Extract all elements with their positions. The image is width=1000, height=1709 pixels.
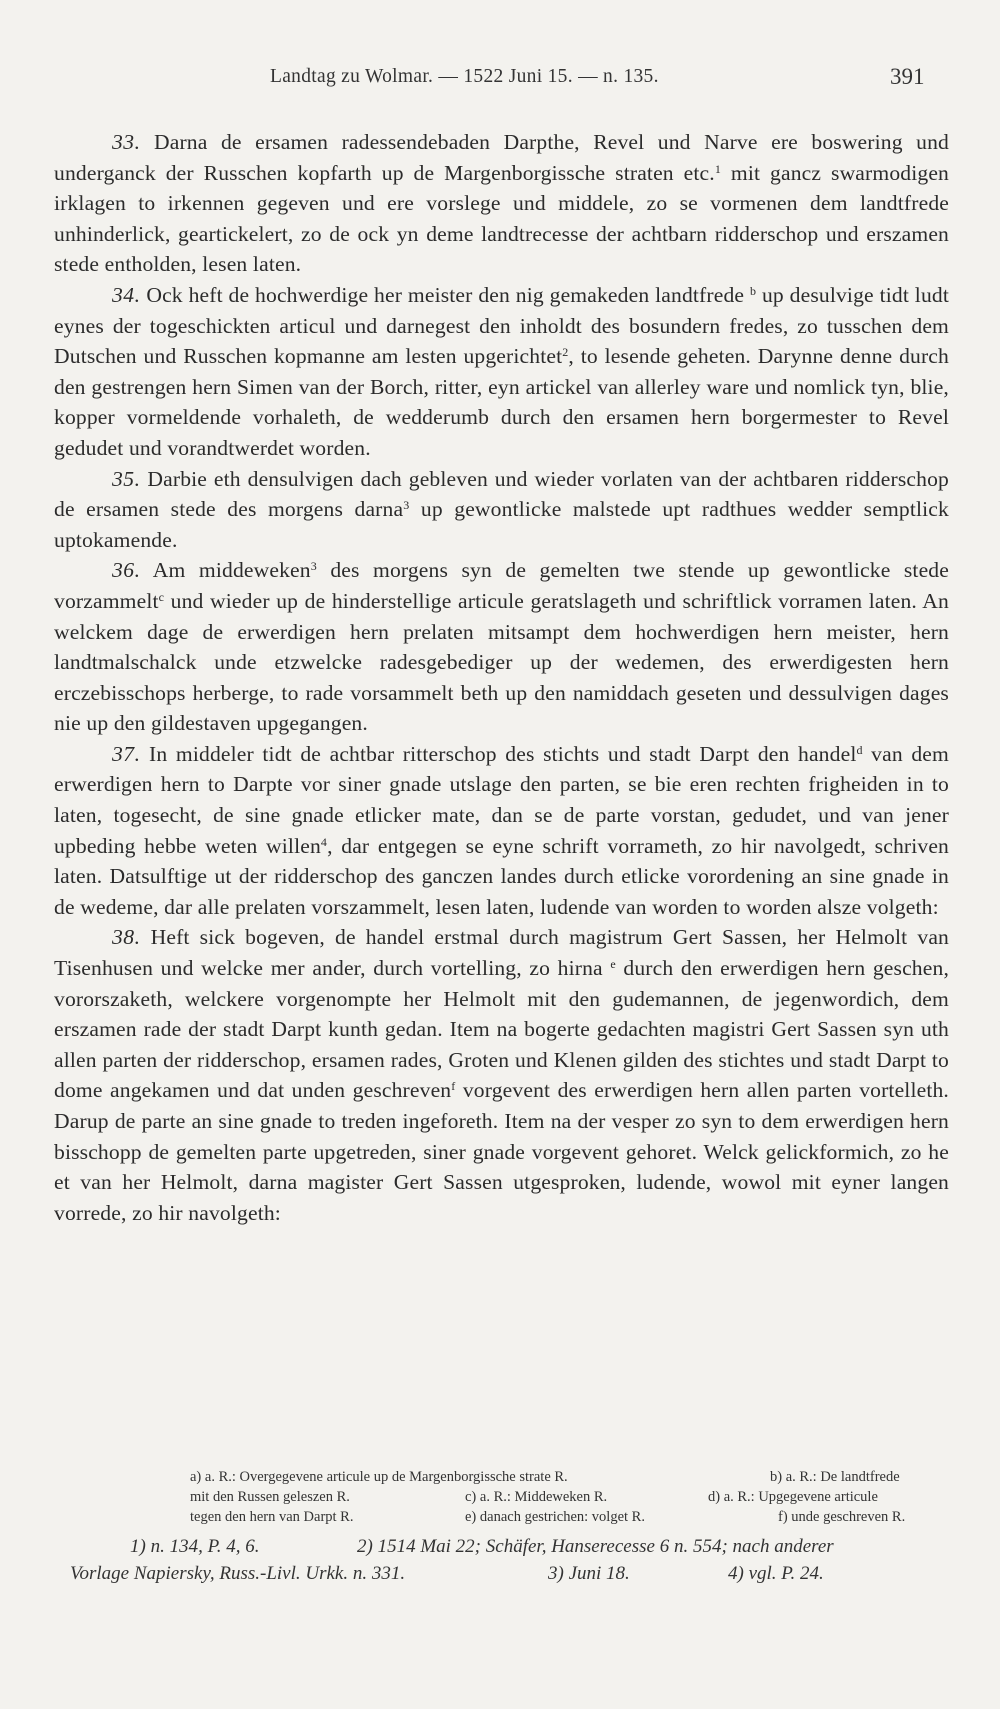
paragraph-34	[54, 280, 949, 464]
footnote-d: d) a. R.: Upgegevene articule	[708, 1489, 878, 1505]
paragraph-text: van dem erwerdigen hern to Darpte vor siner gnade utslage den parten, se bie eren rechten frigheiden in to laten, togesecht, de sine gnade etlicker mate, dan se de parte vorstan, gedudet, und van jener upbeding hebbe weten willen	[54, 741, 949, 858]
textual-footnotes	[60, 1467, 950, 1527]
paragraph-text: und wieder up de hinderstellige articule geratslageth und schriftlick vorramen laten. An welckem dage de erwerdigen hern prelaten mitsampt dem hochwerdigen hern meister, hern landtmalschalck unde etzwelcke radesgebediger up der wedemen, des erwerdigesten hern erczebisschops herberge, to rade vorsammelt beth up den namiddach geseten und dessulvigen dages nie up den gildestaven upgegangen.	[54, 588, 949, 736]
footnote-marker: c	[158, 589, 165, 604]
paragraph-text: durch den erwerdigen hern geschen, vororszaketh, welckere vorgenompte her Helmolt mit den gudemannen, de jegenwordich, dem erszamen rade der stadt Darpt kunth gedan. Item na bogerte gedachten magistri Gert Sassen syn uth allen parten der ridderschop, ersamen rades, Groten und Klenen gilden des stichtes und stadt Darpt to dome angekamen und dat unden geschreven	[54, 956, 949, 1103]
paragraph-36	[54, 555, 949, 739]
paragraph-text: vorgevent des erwerdigen hern allen parten vortelleth. Darup de parte an sine gnade to treden ingeforeth. Item na der vesper zo syn to dem erwerdigen hern bisschopp de gemelten parte upgetreden, siner gnade vorgevent gehoret. Welck gelickformich, zo he et van her Helmolt, darna magister Gert Sassen utgesproken, ludende, wowol mit eyner langen vorrede, zo hir navolgeth:	[54, 1078, 949, 1225]
paragraph-text: Ock heft de hochwerdige her meister den nig gemakeden landtfrede	[140, 282, 750, 307]
paragraph-text: mit gancz swarmodigen irklagen to irkennen gegeven und ere vorslege und middele, zo se vormenen dem landtfrede unhinderlick, geartickelert, zo de ock yn deme landtrecesse der achtbarn ridderschop und erszamen stede entholden, lesen laten.	[54, 160, 950, 277]
footnote-e: e) danach gestrichen: volget R.	[465, 1509, 645, 1525]
footnote-b-continued: mit den Russen geleszen R.	[190, 1489, 350, 1505]
page-number: 391	[890, 64, 925, 89]
paragraph-text: In middeler tidt de achtbar ritterschop des stichts und stadt Darpt den handel	[140, 741, 857, 766]
main-text	[54, 127, 949, 1228]
footnote-marker: 1	[714, 161, 721, 176]
footnote-2: 2) 1514 Mai 22; Schäfer, Hanserecesse 6 n. 554; nach anderer	[357, 1536, 834, 1557]
paragraph-text: des morgens syn de gemelten twe stende up gewontlicke stede vorzammelt	[54, 558, 949, 613]
footnote-c: c) a. R.: Middeweken R.	[465, 1489, 608, 1505]
footnote-marker: 3	[310, 559, 317, 574]
paragraph-33	[54, 127, 949, 280]
section-number: 34.	[112, 282, 141, 307]
footnote-marker: e	[610, 957, 616, 972]
footnote-d-continued: tegen den hern van Darpt R.	[190, 1509, 354, 1525]
paragraph-text: up gewontlicke malstede upt radthues wedder semptlick uptokamende.	[54, 497, 949, 552]
running-title: Landtag zu Wolmar. — 1522 Juni 15. — n. 135.	[270, 66, 659, 87]
section-number: 38.	[112, 925, 141, 950]
paragraph-text: , dar entgegen se eyne schrift vorrameth, zo hir navolgedt, schriven laten. Datsulftige ut der ridderschop des ganczen landes durch etlicke vorordening an sine gnade in de wedeme, dar alle prelaten vorszammelt, lesen laten, ludende van worden to worden alsze volgeth:	[54, 833, 950, 919]
paragraph-text: Am middeweken	[140, 558, 311, 583]
footnote-4: 4) vgl. P. 24.	[728, 1563, 824, 1584]
paragraph-37	[54, 739, 949, 923]
editorial-footnotes	[60, 1533, 950, 1587]
footnote-marker: 4	[320, 834, 328, 849]
footnote-a: a) a. R.: Overgegevene articule up de Margenborgissche strate R.	[190, 1469, 568, 1485]
paragraph-text: , to lesende geheten. Darynne denne durch den gestrengen hern Simen van der Borch, ritter, eyn artickel van allerley ware und nomlick tyn, blie, kopper vormeldende vorhaleth, de wedderumb durch den ersamen hern borgermester to Revel gedudet und vorandtwerdet worden.	[54, 344, 949, 460]
paragraph-text: Heft sick bogeven, de handel erstmal durch magistrum Gert Sassen, her Helmolt van Tisenhusen und welcke mer ander, durch vortelling, zo hirna	[54, 925, 949, 981]
footnote-1: 1) n. 134, P. 4, 6.	[130, 1536, 260, 1557]
paragraph-text: up desulvige tidt ludt eynes der togeschickten articul und darnegest den inholdt des bosundern fredes, zo tusschen dem Dutschen und Russchen kopmanne am lesten upgerichtet	[54, 282, 949, 369]
page-header	[0, 66, 1000, 96]
footnote-2-continued: Vorlage Napiersky, Russ.-Livl. Urkk. n. 331.	[70, 1563, 406, 1584]
footnote-marker: d	[856, 742, 863, 757]
section-number: 36.	[112, 558, 141, 583]
section-number: 35.	[112, 466, 141, 491]
paragraph-text: Darna de ersamen radessendebaden Darpthe, Revel und Narve ere boswering und underganck der Russchen kopfarth up de Margenborgissche straten etc.	[54, 130, 949, 185]
footnote-marker: b	[749, 283, 757, 298]
footnote-marker: 3	[403, 498, 410, 513]
footnote-f: f) unde geschreven R.	[778, 1509, 906, 1525]
footnote-b: b) a. R.: De landtfrede	[770, 1469, 900, 1485]
section-number: 37.	[112, 741, 141, 766]
paragraph-38	[54, 922, 949, 1228]
paragraph-35	[54, 464, 949, 556]
footnote-3: 3) Juni 18.	[548, 1563, 630, 1584]
footnote-marker: f	[451, 1079, 456, 1094]
paragraph-text: Darbie eth densulvigen dach gebleven und wieder vorlaten van der achtbaren ridderschop de ersamen stede des morgens darna	[54, 466, 949, 522]
section-number: 33.	[112, 130, 141, 154]
footnote-marker: 2	[562, 345, 569, 360]
